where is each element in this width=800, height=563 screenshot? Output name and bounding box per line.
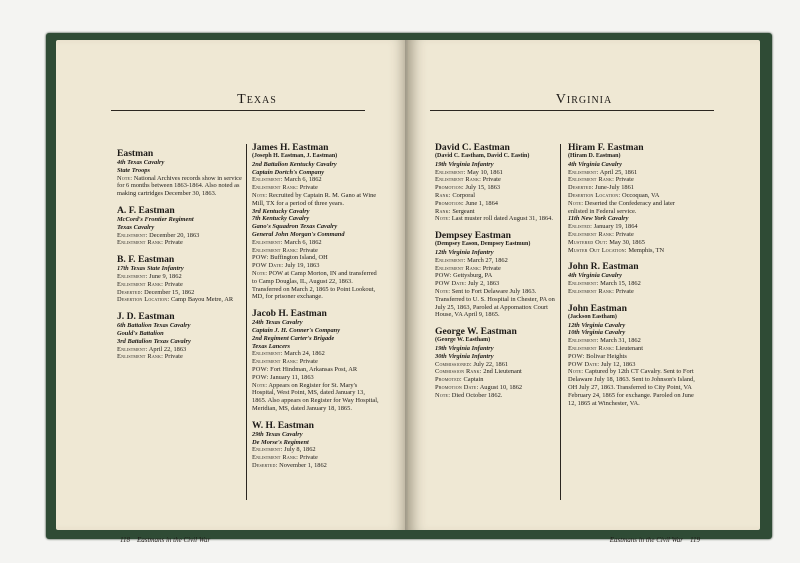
fact-line [435,280,563,288]
fact-label: Enlistment Rank: [568,230,615,238]
soldier-entry [435,230,563,319]
unit-name: 17th Texas State Infantry [117,265,184,273]
fact-value: July 2, 1863 [467,280,500,288]
fact-line [435,192,563,200]
unit-name: 19th Virginia Infantry [435,160,494,168]
fact-label: POW: [568,352,585,360]
fact-label: Enlistment: [117,231,148,239]
fact-line [252,254,380,262]
fact-value: Sent to Fort Delaware July 1863. Transferred to U. S. Hospital in Chester, PA on July 25, 1863, Paroled at Appomattox Court House, VA April 9, 1865. [435,287,555,319]
fact-value: May 10, 1861 [467,168,503,176]
fact-value: Captured by 12th CT Cavalry. Sent to Fort Delaware July 18, 1863. Sent to Johnson's Island, OH July 27, 1863. Transferred to City Point, VA February 24, 1865 for exchange. Paroled on June 12, 1865 at Winchester, VA. [568,368,695,407]
fact-line [252,247,380,255]
fact-value: Private [164,280,183,288]
fact-label: Enlistment Rank: [252,246,299,254]
fact-value: Memphis, TN [628,246,665,254]
fact-label: Enlistment: [117,345,148,353]
fact-label: POW: [252,373,269,381]
fact-label: Note: [117,174,133,182]
fact-value: November 1, 1862 [279,461,327,469]
fact-value: Gettysburg, PA [453,272,493,280]
fact-label: Promotion: [435,184,464,192]
fact-label: Enlistment Rank: [252,358,299,366]
fact-label: Rank: [435,191,451,199]
soldier-entry [252,420,380,470]
heading-rule [111,110,365,111]
unit-name: 12th Virginia Cavalry [568,321,626,329]
fact-label: Enlistment Rank: [117,353,164,361]
fact-line [435,176,563,184]
fact-line [435,257,563,265]
fact-value: Private [164,353,183,361]
fact-value: Private [615,176,634,184]
fact-value: March 27, 1862 [467,256,508,264]
fact-line [568,288,696,296]
fact-label: Enlistment Rank: [435,264,482,272]
fact-value: Private [299,454,318,462]
fact-line [568,353,696,361]
fact-label: Desertion Location: [568,191,621,199]
fact-value: March 15, 1862 [600,280,641,288]
fact-value: Camp Bayou Metre, AR [170,296,234,304]
left-column-1 [117,148,245,368]
fact-label: Note: [252,269,268,277]
fact-line [252,262,380,270]
unit-name: 12th Virginia Infantry [435,248,494,256]
fact-line [252,366,380,374]
fact-line [252,358,380,366]
fact-label: Mustered Out: [568,238,608,246]
fact-label: POW Date: [252,262,284,270]
fact-value: Appears on Register for St. Mary's Hospital, West Point, MS, dated January 13, 1865. Also appears on Register for Way Hospital, Meridian, MS, dated January 18, 1865. [252,381,379,412]
fact-label: Enlistment: [568,337,599,345]
fact-line [435,288,563,319]
fact-value: Private [299,246,318,254]
right-column-1 [435,142,563,407]
soldier-entry [117,311,245,361]
fact-label: Note: [252,191,268,199]
fact-line [435,392,563,400]
fact-value: Deserted the Confederacy and later enlisted in Federal service. [568,199,675,215]
fact-label: Enlistment Rank: [568,344,615,352]
fact-value: July 19, 1863 [284,262,320,270]
fact-value: June-July 1861 [595,184,634,192]
fact-label: Enlistment: [435,256,466,264]
fact-line [568,361,696,369]
fact-label: Enlistment: [568,280,599,288]
fact-line [435,215,563,223]
fact-line [117,273,245,281]
soldier-name: George W. Eastman [435,326,517,338]
fact-value: December 15, 1862 [144,288,195,296]
unit-name: 11th New York Cavalry [568,215,629,223]
fact-value: Corporal [452,191,476,199]
unit-name: State Troops [117,166,150,174]
fact-label: Enlistment: [568,168,599,176]
fact-label: POW: [252,254,269,262]
state-heading: Texas [237,92,277,107]
fact-value: March 6, 1862 [284,176,322,184]
fact-value: Private [482,176,501,184]
soldier-alias: (Dempsey Eason, Dempsey Eastmun) [435,241,531,248]
fact-label: Enlistment Rank: [435,176,482,184]
unit-name: 3rd Battalion Texas Cavalry [117,337,191,345]
fact-line [252,270,380,301]
fact-value: July 12, 1863 [600,360,636,368]
soldier-alias: (Jackson Eastham) [568,313,617,320]
fact-line [252,446,380,454]
soldier-alias: (David C. Eastham, David C. Eastin) [435,153,530,159]
fact-label: POW Date: [435,280,467,288]
unit-name: Texas Cavalry [117,223,155,231]
fact-label: Rank: [435,207,451,215]
fact-line [435,169,563,177]
fact-label: Promotion: [435,199,464,207]
fact-line [568,176,696,184]
fact-line [252,184,380,192]
fact-line [252,374,380,382]
fact-label: Enlistment: [435,168,466,176]
fact-line [252,382,380,413]
fact-label: Enlistment Rank: [252,184,299,192]
fact-value: Sergeant [452,207,475,215]
fact-value: Buffington Island, OH [270,254,328,262]
soldier-entry [568,261,696,295]
book-title: Eastmans in the Civil War [136,536,211,544]
fact-label: Note: [568,199,584,207]
soldier-entry [568,142,696,254]
unit-name: Captain Dortch's Company [252,168,325,176]
unit-name: 3rd Kentucky Cavalry [252,207,310,215]
unit-name: 6th Battalion Texas Cavalry [117,322,191,330]
unit-name: Texas Lancers [252,342,290,350]
fact-value: Private [615,230,634,238]
unit-name: 4th Texas Cavalry [117,159,165,166]
unit-name: McCord's Frontier Regiment [117,215,194,223]
left-column-2 [252,142,380,477]
fact-value: 2nd Lieutenant [483,368,522,376]
fact-value: Private [615,287,634,295]
fact-label: Commission Rank: [435,368,482,376]
fact-line [252,350,380,358]
fact-label: Muster Out Location: [568,246,627,254]
soldier-name: B. F. Eastman [117,254,175,266]
page-number: 119 [690,536,700,544]
fact-label: Promotion Date: [435,383,479,391]
fact-label: POW Date: [568,360,600,368]
fact-value: April 25, 1861 [599,168,638,176]
unit-name: 30th Virginia Infantry [435,352,494,360]
fact-value: March 6, 1862 [284,238,322,246]
soldier-name: John Eastman [568,302,627,314]
fact-label: Enlisted: [568,223,593,231]
unit-name: 2nd Regiment Carter's Brigade [252,334,335,342]
fact-value: July 8, 1862 [284,446,316,454]
unit-name: General John Morgan's Command [252,230,345,238]
fact-value: Bolivar Heights [586,352,627,360]
fact-line [435,200,563,208]
fact-label: Enlistment: [252,350,283,358]
fact-value: March 31, 1862 [600,337,641,345]
column-divider [246,144,247,500]
fact-line [117,289,245,297]
fact-value: Lieutenant [615,344,644,352]
fact-line [252,176,380,184]
fact-line [117,346,245,354]
fact-value: Last muster roll dated August 31, 1864. [451,215,553,223]
fact-value: Fort Hindman, Arkansas Post, AR [270,365,358,373]
fact-value: National Archives records show in service for 6 months between 1863-1864. Also noted as making cartridges December 30, 1863. [117,174,242,198]
unit-name: 19th Virginia Infantry [435,344,494,352]
left-page [56,40,408,544]
fact-label: Note: [435,287,451,295]
soldier-name: Dempsey Eastman [435,230,511,242]
fact-line [568,345,696,353]
fact-label: Note: [435,391,451,399]
fact-label: Note: [252,381,268,389]
fact-line [117,281,245,289]
fact-line [435,184,563,192]
fact-value: Private [299,358,318,366]
fact-label: Commissioned: [435,360,472,368]
book-title: Eastmans in the Civil War [609,536,684,544]
fact-line [568,247,696,255]
fact-line [568,280,696,288]
fact-label: Desertion Location: [117,296,170,304]
fact-value: Occoquan, VA [621,191,660,199]
soldier-name: A. F. Eastman [117,204,175,216]
fact-value: April 22, 1863 [148,345,187,353]
heading-rule [430,110,714,111]
unit-name: 24th Texas Cavalry [252,319,303,327]
fact-line [568,239,696,247]
fact-line [435,265,563,273]
fact-line [117,175,245,198]
right-column-2 [568,142,696,414]
fact-value: June 9, 1862 [149,272,182,280]
fact-label: Enlistment: [117,272,148,280]
fact-line [568,169,696,177]
fact-line [252,192,380,208]
soldier-entry [117,205,245,247]
soldier-entry [435,326,563,399]
fact-label: Enlistment Rank: [568,287,615,295]
unit-name: 2nd Battalion Kentucky Cavalry [252,160,337,168]
fact-line [568,223,696,231]
fact-value: March 24, 1862 [284,350,325,358]
fact-label: Enlistment Rank: [252,454,299,462]
unit-name: 4th Virginia Cavalry [568,272,622,280]
soldier-name: John R. Eastman [568,261,639,273]
fact-line [568,231,696,239]
soldier-name: Hiram F. Eastman [568,142,644,153]
fact-line [252,239,380,247]
soldier-name: J. D. Eastman [117,311,175,323]
soldier-alias: (Hiram D. Eastman) [568,153,621,159]
fact-line [568,200,696,216]
soldier-entry [568,303,696,408]
fact-line [435,384,563,392]
unit-name: 7th Kentucky Cavalry [252,215,310,223]
fact-line [568,337,696,345]
fact-value: December 20, 1863 [149,231,200,239]
fact-value: Died October 1862. [451,391,503,399]
soldier-name: Eastman [117,148,154,159]
fact-value: July 22, 1861 [473,360,509,368]
state-heading: Virginia [555,92,613,107]
page-number: 118 [120,536,130,544]
fact-line [117,239,245,247]
fact-line [117,232,245,240]
fact-label: Deserted: [252,461,278,469]
soldier-entry [117,148,245,198]
fact-label: Enlistment: [252,176,283,184]
fact-label: Promoted: [435,376,462,384]
unit-name: 10th Virginia Cavalry [568,329,626,337]
fact-label: POW: [435,272,452,280]
soldier-name: W. H. Eastman [252,419,315,431]
soldier-entry [252,308,380,413]
fact-value: Captain [463,376,484,384]
fact-label: Enlistment Rank: [568,176,615,184]
fact-value: Private [482,264,501,272]
unit-name: De Morse's Regiment [252,438,309,446]
fact-line [568,192,696,200]
soldier-name: David C. Eastman [435,142,510,153]
unit-name: 4th Virginia Cavalry [568,160,622,168]
fact-value: August 10, 1862 [479,383,523,391]
fact-line [435,368,563,376]
fact-value: Recruited by Captain R. M. Gano at Wine Mill, TX for a period of three years. [252,191,377,207]
fact-label: Enlistment Rank: [117,280,164,288]
fact-value: January 11, 1863 [270,373,314,381]
fact-line [568,184,696,192]
fact-line [252,454,380,462]
page-footer [610,536,700,544]
fact-value: POW at Camp Morton, IN and transferred to Camp Douglas, IL, August 22, 1863. Transferred on March 2, 1865 to Point Lookout, MD, for prisoner exchange. [252,269,377,301]
soldier-name: James H. Eastman [252,142,329,153]
fact-value: June 1, 1864 [465,199,498,207]
fact-label: Note: [568,368,584,376]
unit-name: 29th Texas Cavalry [252,430,303,438]
soldier-alias: (George W. Eastham) [435,337,491,344]
fact-label: Enlistment: [252,446,283,454]
fact-label: Enlistment: [252,238,283,246]
fact-label: Enlistment Rank: [117,239,164,247]
fact-line [435,208,563,216]
fact-value: January 19, 1864 [593,223,638,231]
soldier-name: Jacob H. Eastman [252,308,327,320]
fact-line [568,368,696,407]
fact-value: July 15, 1863 [465,184,501,192]
fact-line [117,296,245,304]
fact-line [435,272,563,280]
soldier-alias: (Joseph H. Eastman, J. Eastman) [252,153,338,159]
fact-label: Deserted: [568,184,594,192]
soldier-entry [117,254,245,304]
fact-label: Note: [435,215,451,223]
soldier-entry [435,142,563,223]
fact-label: Deserted: [117,288,143,296]
fact-value: Private [164,239,183,247]
unit-name: Gould's Battalion [117,329,164,337]
unit-name: Captain J. H. Conner's Company [252,326,341,334]
fact-label: POW: [252,365,269,373]
fact-line [252,462,380,470]
fact-value: May 30, 1865 [609,238,645,246]
fact-value: Private [299,184,318,192]
fact-line [117,353,245,361]
soldier-entry [252,142,380,301]
right-page [408,40,760,544]
fact-line [435,361,563,369]
page-footer [120,536,210,544]
unit-name: Gano's Squadron Texas Cavalry [252,223,338,231]
fact-line [435,376,563,384]
